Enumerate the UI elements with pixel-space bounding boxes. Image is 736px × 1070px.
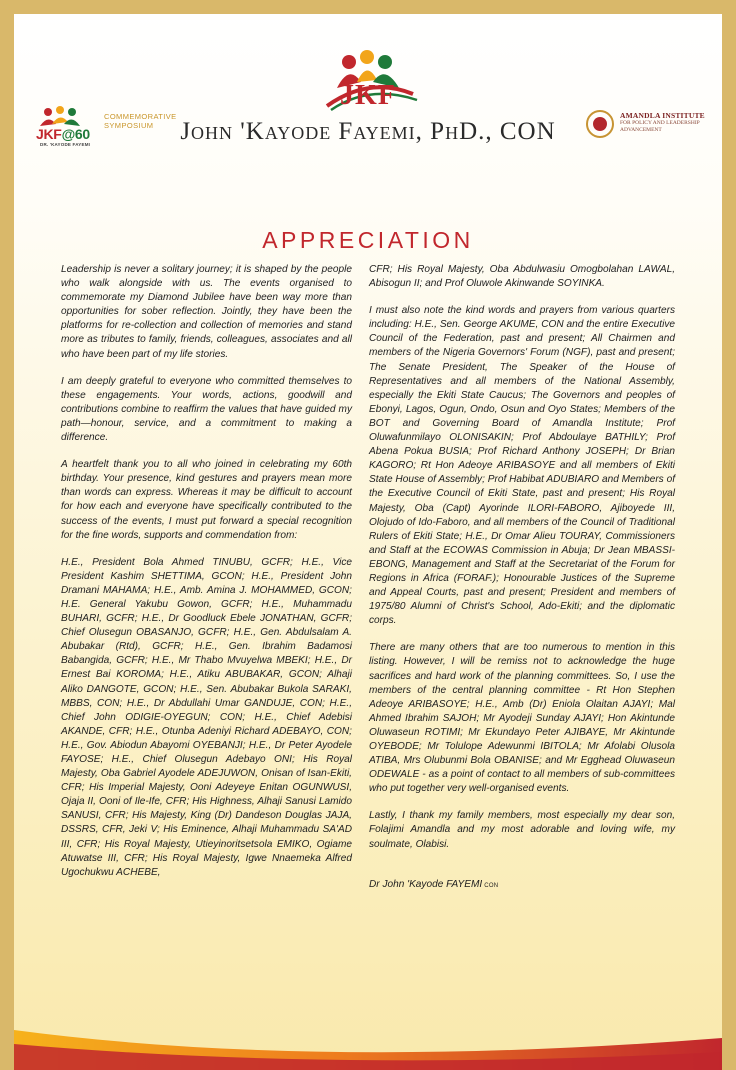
bottom-wave-decoration [14,1010,722,1070]
paragraph: I am deeply grateful to everyone who committed themselves to these engagements. Your words, actions, goodwill and contributions combine to reaffirm the values that have guided my path—honour, service, and a commitment to making a difference. [61,375,352,444]
paragraph: A heartfelt thank you to all who joined in celebrating my 60th birthday. Your presence, kind gestures and prayers mean more than words can express. Whereas it may be difficult to account for how each and everyone have specifically contributed to the success of the events, I must put forward a special recognition for the fine words, supports and commendation from: [61,459,352,541]
right-column [369,263,675,906]
paragraph: H.E., President Bola Ahmed TINUBU, GCFR; H.E., Vice President Kashim SHETTIMA, GCON; H.E., President John Dramani MAHAMA; H.E., Amb. Amina J. MOHAMMED, GCON; H.E. General Yakubu Gowon, GCFR; H.E., Muhammadu BUHARI, GCFR; H.E., Dr Goodluck Ebele JONATHAN, GCFR; Chief Olusegun OBASANJO, GCFR; H.E., Gen. Abdulsalam A. Abubakar (Rtd), GCFR; H.E., Gen. Ibrahim Badamosi Babangida, GCFR; H.E., Mr Thabo Mvuyelwa MBEKI; H.E., Dr Ernest Bai KOROMA; H.E., Atiku ABUBAKAR, GCON; Alhaji Aliko DANGOTE, GCON; H.E., Sen. Abubakar Bukola SARAKI, MBBS, CON; H.E., Dr Abdullahi Umar GANDUJE, CON; H.E., Chief John ODIGIE-OYEGUN; CON; H.E., Chief Adebisi AKANDE, CFR; H.E., Otunba Adeniyi Richard ADEBAYO, CON; H.E., Gov. Abiodun Abayomi OYEBANJI; H.E., Dr Peter Ayodele FAYOSE; H.E., Chief Olusegun Adebayo ONI; His Royal Majesty, Oba Gabriel Ayodele ADEJUWON, Onisan of Isan-Ekiti, CFR; His Imperial Majesty, Ooni Adeyeye Enitan OGUNWUSI, Ojaja II, Ooni of Ile-Ife, CFR; His Highness, Alhaji Sanusi Lamido SANUSI, CFR; His Majesty, King (Dr) Dandeson Douglas JAJA, DSSRS, CFR, Jeki V; His Eminence, Alhaji Muhammadu SA'AD III, CFR; His Royal Majesty, Utieyinoritsetsola EMIKO, Ogiame Atuwatse III, CFR; His Royal Majesty, Igwe Nnaemeka Alfred Ugochukwu ACHEBE, [61,556,352,878]
jkf60-brand: JKF@60 [36,126,90,142]
amandla-name: AMANDLA INSTITUTE [620,111,705,120]
signature [369,878,675,893]
amandla-emblem-icon [586,110,614,138]
jkf60-subtitle: DR. 'KAYODE FAYEMI [40,142,91,147]
paragraph: I must also note the kind words and prayers from various quarters including: H.E., Sen. George AKUME, CON and the entire Executive Council of the Federation, past and present; All Chairmen and members of the Nigeria Governors' Forum (NGF), past and present; The Senate President, The Speaker of the House of Representatives and all members of the National Assembly, especially the Ekiti State Caucus; The Governors and peoples of Ebonyi, Lagos, Ogun, Ondo, Osun and Oyo States; Members of the BOT and Governing Board of Amandla Institute; Prof Oluwafunmilayo OLONISAKIN; Prof Abdoulaye BATHILY; Prof Abena Pokua BUSIA; Prof Richard Anthony JOSEPH; Dr Brian KAGORO; Rt Hon Adeoye ARIBASOYE and all members of Ekiti State House of Assembly; Prof Habibat ADUBIARO and Members of the Executive Council of Ekiti State, past and present; His Royal Majesty, Oba (Capt) Ayorinde ILORI-FABORO, Ajiboyede III, Olojudo of Ido-Faboro, and all members of the Council of Traditional Rulers of Ekiti State; H.E., Dr Omar Alieu TOURAY, Commissioners and Staff at the ECOWAS Commission in Abuja; Dr Jean MBASSI-EBONG, Management and Staff at the Secretariat of the Forum for Regions in Africa (FORAF.); Honourable Justices of the Supreme and Appeal Courts, past and present; President and members of 1975/80 Alumni of Christ's School, Ado-Ekiti; and the diplomatic corps. [369,305,675,627]
paragraph: Leadership is never a solitary journey; it is shaped by the people who walk alongside with us. The events organised to commemorate my Diamond Jubilee have been way more than opportunities for sober reflection. Jointly, they have been the platforms for re-collection and collection of memories and stand more as tributes to family, friends, colleagues, associates and all who have been part of my life stories. [61,264,352,360]
signature-suffix: CON [484,882,499,889]
amandla-subtitle: FOR POLICY AND LEADERSHIP ADVANCEMENT [620,120,700,133]
jkf-main-logo-text: JKF [340,80,396,111]
paragraph: There are many others that are too numerous to mention in this listing. However, I will be remiss not to acknowledge the huge sacrifices and hard work of the planning committees. So, I use the members of the central planning committee - Rt Hon Stephen Adeoye ARIBASOYE; H.E., Amb (Dr) Eniola Olaitan AJAYI; Mal Ahmed Ibrahim SAJOH; Mr Ayodeji Sunday AJAYI; Hon Akintunde Oluwaseun ROTIMI; Mr Ekundayo Peter AJIBAYE, Mr Akintunde OYEBODE; Mr Tolulope Adewunmi IBITOLA; Mr Afolabi Olusola ATIBA, Mrs Olubunmi Bola OBANISE; and Mr Egghead Oluwaseun ODEWALE - as a point of contact to all members of sub-committees who put together very well-organised events. [369,642,675,795]
paragraph: Lastly, I thank my family members, most especially my dear son, Folajimi Amandla and my most adorable and loving wife, my soulmate, Olabisi. [369,810,675,850]
paragraph: CFR; His Royal Majesty, Oba Abdulwasiu Omogbolahan LAWAL, Abisogun II; and Prof Oluwole Akinwande SOYINKA. [369,264,675,290]
amandla-institute-logo [586,110,706,150]
signature-name: Dr John 'Kayode FAYEMI [369,878,483,890]
document-sheet [14,14,722,1070]
honoree-name: John 'Kayode Fayemi, PhD., CON [180,118,556,145]
page-title: APPRECIATION [262,227,474,253]
left-column [61,263,352,893]
header [14,14,722,174]
jkf60-tagline: COMMEMORATIVE SYMPOSIUM [104,112,177,130]
